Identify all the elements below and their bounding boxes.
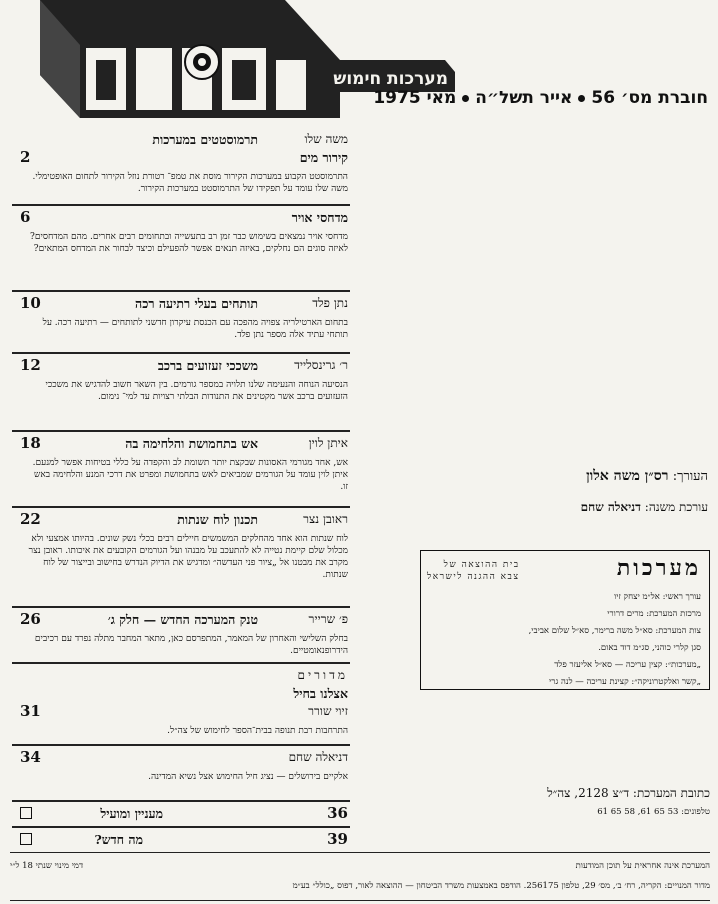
article-author: פ׳ שרייר: [308, 612, 348, 626]
article-title: טנק המערכה החדש — חלק ג׳: [107, 612, 258, 627]
page-number: 34: [20, 748, 41, 766]
issue-line: [373, 88, 708, 110]
issue-hebrew-date: אייר תשל״ה: [475, 88, 573, 108]
table-of-contents: [12, 128, 350, 854]
bullet-icon: [462, 95, 469, 102]
publisher-line-2: צבא ההגנה לישראל: [427, 572, 520, 582]
checkbox-square-icon: [20, 807, 32, 819]
page-number: 6: [20, 208, 31, 226]
article-author: משה שלו: [304, 132, 348, 146]
article-title: תכנון לוח שנתות: [177, 512, 258, 527]
section-label: מדורים: [297, 668, 348, 682]
toc-entry[interactable]: [12, 206, 350, 292]
article-title: אצלנו בחיל: [293, 686, 348, 701]
article-author: ר׳ גרינסלייד: [294, 358, 348, 372]
footer-divider: [10, 852, 710, 853]
toc-entry[interactable]: [12, 664, 350, 746]
staff-row: עורך ראשי: אל״מ יצחק זיו: [614, 592, 701, 602]
staff-brand: מערכות: [616, 555, 701, 581]
toc-entry[interactable]: [12, 802, 350, 828]
article-description: בחלק השלישי והאחרון של המאמר, המתפרסם כאן, מתאר המחבר מתלה נפרד עם רכיבים הידרופנאומטיים.: [34, 634, 348, 656]
editor-name: רס״ן משה אלון: [586, 468, 669, 484]
editorial-address: כתובת המערכת: ד״צ 2128, צה״ל: [547, 786, 710, 800]
footer-bottom-divider: [10, 900, 710, 901]
article-author: נתן פלד: [312, 296, 348, 310]
phone-numbers: טלפונים: 53 65 61, 58 65 61: [597, 807, 710, 817]
article-title: אש בתחמושת והלחימה בה: [125, 436, 258, 451]
article-description: לוח שנתות הוא אחד מהחלקים המשמשים חיילים רבים בכלי נשק שונים. בהיותו אמצעי ולא מכלול שלם קיימת נטייה לא להתעכב על מבנהו ועל הגורמים הקובעים את איכותו. ראובן נצר מקרב את מבטנו אל „ציור פני העדשה״ ומדגיש את הדיוק הנדרש בחישוב ובייצור של לוח שנתות.: [28, 534, 348, 580]
page-number: 10: [20, 294, 41, 312]
article-title: משככי זעזועים ברכב: [157, 358, 258, 373]
page-number: 12: [20, 356, 41, 374]
article-author: זיוי שורר: [308, 704, 348, 718]
article-description: מדחסי אויר נמצאים בשימוש כבר זמן רב בתעשייה ובתחומים רבים אחרים. מהם המדחסים? לאיזה סוגים הם נחלקים, באיזה תנאים אפשר להפעילם וכיצד לבחור את המדחס המתאים?: [30, 232, 348, 254]
deputy-editor-name: דניאלה שחם: [580, 500, 641, 514]
toc-entry[interactable]: [12, 608, 350, 664]
issue-number: חוברת מס׳ 56: [591, 88, 708, 108]
staff-row: מרכזת המערכת: מרים דרורי: [607, 609, 701, 619]
checkbox-square-icon: [20, 833, 32, 845]
emblem-icon: [185, 45, 219, 79]
article-subtitle: קירור מים: [299, 150, 348, 165]
publisher-line-1: בית ההוצאה של: [443, 560, 520, 570]
disclaimer: המערכת אינה אחראית על תוכן המודעות: [575, 861, 710, 871]
article-description: התרחבות רבת תנופה בבית־הספר לחימוש של צה״ל.: [167, 726, 348, 736]
toc-entry[interactable]: [12, 828, 350, 854]
staff-box: [420, 550, 710, 690]
subscription-price: דמי מינוי שנתי 18 ל״י: [10, 861, 84, 871]
article-title: תותחים בעלי רתיעה רכה: [135, 296, 258, 311]
page-number: 36: [327, 804, 348, 822]
toc-entry[interactable]: [12, 292, 350, 354]
page-number: 22: [20, 510, 41, 528]
masthead-title: מערכות חימוש: [333, 69, 448, 89]
article-author: איתן לוין: [308, 436, 348, 450]
article-description: אלקיים בירושלים — נציג חיל החימוש אצל נשיא המדינה.: [148, 772, 348, 782]
toc-entry[interactable]: [12, 128, 350, 206]
page-number: 39: [327, 830, 348, 848]
staff-row: סגן קלרי כוהני, סג״מ דוד באום.: [598, 643, 701, 653]
article-description: בתחום הארטילריה צפויה מהפכה עם הכנסת עיקרון חדשני לתותחים — רתיעה רכה. על תותחי עתיד אלה מספר נתן פלד.: [42, 318, 348, 340]
page-number: 31: [20, 702, 41, 720]
bullet-icon: [578, 95, 585, 102]
editor-line: [408, 468, 708, 485]
toc-entry[interactable]: [12, 508, 350, 608]
article-description: אש, אחד מגורמי האסונות שבקצת יותר תשומת לב והקפדה על כללי בטיחות אפשר למנעם. איתן לוין עומד על הגורמים שמביאים לאש בתחמושת ומפרט את דרכי המנע והלחימה באש זו.: [32, 458, 348, 492]
toc-entry[interactable]: [12, 354, 350, 432]
article-title: מדחסי אויר: [291, 210, 348, 225]
editor-label: העורך:: [672, 469, 708, 484]
toc-entry[interactable]: [12, 746, 350, 802]
article-title: מה חדש?: [94, 832, 143, 847]
article-description: הנסיעה הנוחה והנעימה שלנו תלויה במספר גורמים. בין השאר חשוב להדגיש את משככי הזעזועים ברכב אשר מקטינים את התנודות הבלתי רצויות עד למי־ נימום.: [45, 380, 348, 402]
article-author: ראובן נצר: [303, 512, 348, 526]
page-number: 26: [20, 610, 41, 628]
deputy-editor-line: [408, 500, 708, 515]
article-author: דניאלה שחם: [288, 750, 348, 764]
article-title: מעניין ומועיל: [100, 806, 163, 821]
page-number: 2: [20, 148, 31, 166]
toc-entry[interactable]: [12, 432, 350, 508]
staff-row: „מערכות״: קצין עריכה — סא״ל אליעזר פלד: [554, 660, 701, 670]
issue-gregorian-date: מאי 1975: [373, 88, 457, 108]
deputy-editor-label: עורכת משנה:: [644, 500, 708, 514]
page-number: 18: [20, 434, 41, 452]
article-title: תרמוסטטים במערכות: [152, 132, 258, 147]
article-description: התרמוסטט הקבוע במערכות הקירור מוסת את טמפ־ רטורת נוזל הקירור לתחום האופטימלי. משה שלו עומד על תפקידו של התרמוסטט במערכות הקירור.: [32, 172, 348, 194]
staff-row: צות המערכת: סא״ל משה ברימר, סא״ל שלום אביבי,: [528, 626, 701, 636]
publisher-line: מדור המנויים: הקריה, רח׳ ב׳, מס׳ 29, טלפון 256175. הודפס באמצעות משרד הביטחון — ההוצאה לאור, דפוס „כולל״ בע״מ: [292, 881, 710, 891]
staff-row: „קשר ואלקטרוניקה״: קצינת עריכה — לנה גרי: [549, 677, 701, 687]
